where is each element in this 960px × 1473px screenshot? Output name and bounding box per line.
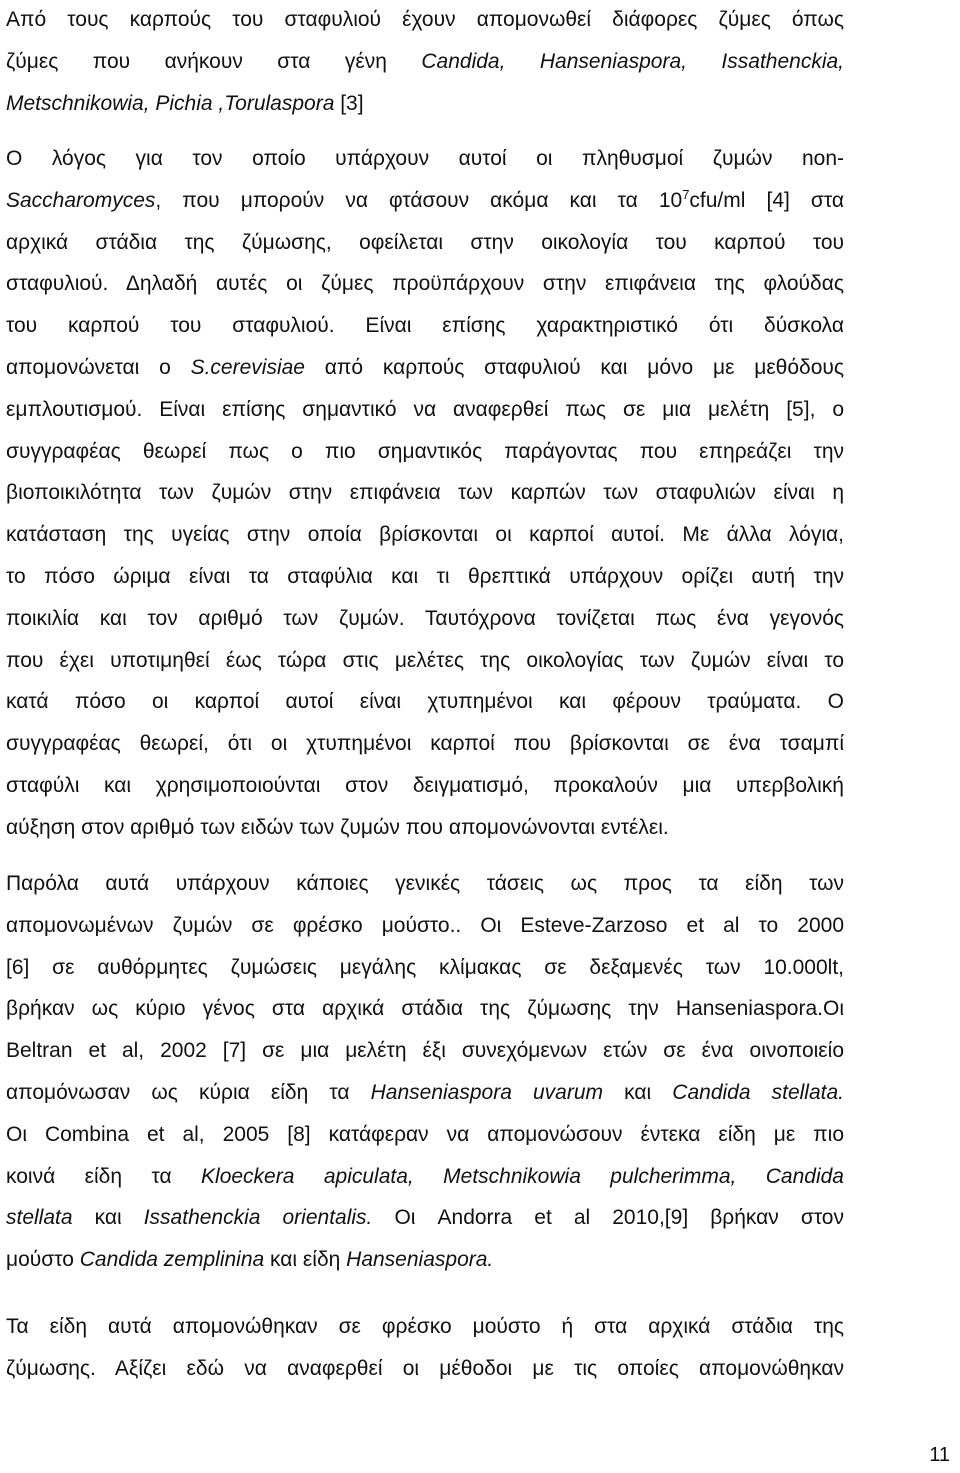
text-span: Από τους καρπούς του σταφυλιού έχουν απομονωθεί διάφορες ζύμες όπως [6,8,844,31]
text-line [6,605,844,633]
text-line [6,730,844,758]
italic-text: stellata [6,1206,73,1230]
text-span: ζύμες που ανήκουν στα γένη [6,49,422,73]
text-span: απομονώνεται ο [6,356,191,379]
text-line [6,912,844,940]
text-span: Οι Combina et al, 2005 [8] κατάφεραν να απομονώσουν έντεκα είδη με πιο [6,1122,844,1146]
text-span: συγγραφέας θεωρεί, ότι οι χτυπημένοι καρποί που βρίσκονται σε ένα τσαμπί [6,732,844,756]
text-line [6,354,844,382]
text-line [6,1204,844,1232]
italic-text: Hanseniaspora. [346,1248,494,1272]
text-span: εμπλουτισμού. Είναι επίσης σημαντικό να αναφερθεί πως σε μια μελέτη [5], ο [6,397,844,421]
text-span: συγγραφέας θεωρεί πως ο πιο σημαντικός παράγοντας που επηρεάζει την [6,439,844,463]
italic-text: Candida stellata. [672,1081,845,1104]
text-span: κοινά είδη τα [6,1164,202,1188]
text-span: απομονωμένων ζυμών σε φρέσκο μούστο.. Οι Esteve-Zarzoso et al το 2000 [6,913,844,937]
text-span: cfu/ml [4] στα [689,188,844,212]
text-span: ζύμωσης. Αξίζει εδώ να αναφερθεί οι μέθοδοι με τις οποίες απομονώθηκαν [6,1356,844,1380]
text-span: Ο λόγος για τον οποίο υπάρχουν αυτοί οι πληθυσμοί ζυμών non- [6,147,844,170]
text-line [6,187,844,215]
text-span: και [72,1206,144,1230]
text-span: ποικιλία και τον αριθμό των ζυμών. Ταυτόχρονα τονίζεται πως ένα γεγονός [6,606,844,630]
text-span: μούστο [6,1248,80,1272]
text-span: κατάσταση της υγείας στην οποία βρίσκονται οι καρποί αυτοί. Με άλλα λόγια, [6,523,844,547]
italic-text: Metschnikowia, Pichia ,Torulaspora [6,91,335,115]
text-line [6,145,844,173]
text-line [6,229,844,257]
italic-text: Issathenckia orientalis. [143,1206,373,1230]
text-span: και είδη [264,1248,347,1272]
text-span: Οι Andorra et al 2010,[9] βρήκαν στον [372,1206,844,1230]
text-line [6,521,844,549]
text-line [6,995,844,1023]
superscript: 7 [682,186,690,202]
text-span: σταφύλι και χρησιμοποιούνται στον δειγματισμό, προκαλούν μια υπερβολική [6,774,844,797]
text-line [6,479,844,507]
italic-text: Saccharomyces [6,188,156,212]
text-line [6,48,844,76]
text-span: Παρόλα αυτά υπάρχουν κάποιες γενικές τάσεις ως προς τα είδη των [6,872,844,895]
italic-text: S.cerevisiae [190,356,305,379]
italic-text: Candida, Hanseniaspora, Issathenckia, [421,49,844,73]
text-line [6,1163,844,1191]
text-span: [6] σε αυθόρμητες ζυμώσεις μεγάλης κλίμακας σε δεξαμενές των 10.000lt, [6,955,844,979]
text-line [6,647,844,675]
text-span: από καρπούς σταφυλιού και μόνο με μεθόδους [304,356,845,379]
text-line [6,270,844,298]
text-span: σταφυλιού. Δηλαδή αυτές οι ζύμες προϋπάρχουν στην επιφάνεια της φλούδας [6,272,844,296]
text-span: [3] [334,91,364,115]
text-span: αύξηση στον αριθμό των ειδών των ζυμών που απομονώνονται εντέλει. [6,815,669,839]
text-span: απομόνωσαν ως κύρια είδη τα [6,1081,371,1104]
text-line [6,1355,844,1383]
text-line [6,1079,844,1107]
text-line [6,90,844,118]
text-line [6,1313,844,1341]
text-line [6,6,844,34]
text-line [6,563,844,591]
text-span: , που μπορούν να φτάσουν ακόμα και τα 10 [155,188,683,212]
text-span: και [603,1081,673,1104]
text-line [6,814,844,842]
text-line [6,772,844,800]
italic-text: Kloeckera apiculata, Metschnikowia pulcherimma, Candida [201,1164,844,1188]
text-line [6,870,844,898]
page-number: 11 [929,1444,950,1466]
text-line [6,438,844,466]
text-span: που έχει υποτιμηθεί έως τώρα στις μελέτες της οικολογίας των ζυμών είναι το [6,648,844,672]
text-span: κατά πόσο οι καρποί αυτοί είναι χτυπημένοι και φέρουν τραύματα. Ο [6,690,844,714]
text-line [6,396,844,424]
text-span: αρχικά στάδια της ζύμωσης, οφείλεται στην οικολογία του καρπού του [6,230,844,254]
italic-text: Hanseniaspora uvarum [370,1081,604,1104]
text-span: βρήκαν ως κύριο γένος στα αρχικά στάδια της ζύμωσης την Hanseniaspora.Οι [6,997,844,1021]
text-line [6,312,844,340]
text-span: το πόσο ώριμα είναι τα σταφύλια και τι θρεπτικά υπάρχουν ορίζει αυτή την [6,565,844,588]
text-line [6,1246,844,1274]
text-line [6,688,844,716]
text-line [6,1121,844,1149]
text-span: Beltran et al, 2002 [7] σε μια μελέτη έξι συνεχόμενων ετών σε ένα οινοποιείο [6,1039,844,1063]
text-line [6,954,844,982]
italic-text: Candida zemplinina [79,1248,265,1272]
text-span: του καρπού του σταφυλιού. Είναι επίσης χαρακτηριστικό ότι δύσκολα [6,314,844,338]
text-span: Τα είδη αυτά απομονώθηκαν σε φρέσκο μούστο ή στα αρχικά στάδια της [6,1315,844,1338]
text-span: βιοποικιλότητα των ζυμών στην επιφάνεια των καρπών των σταφυλιών είναι η [6,481,844,505]
text-line [6,1037,844,1065]
